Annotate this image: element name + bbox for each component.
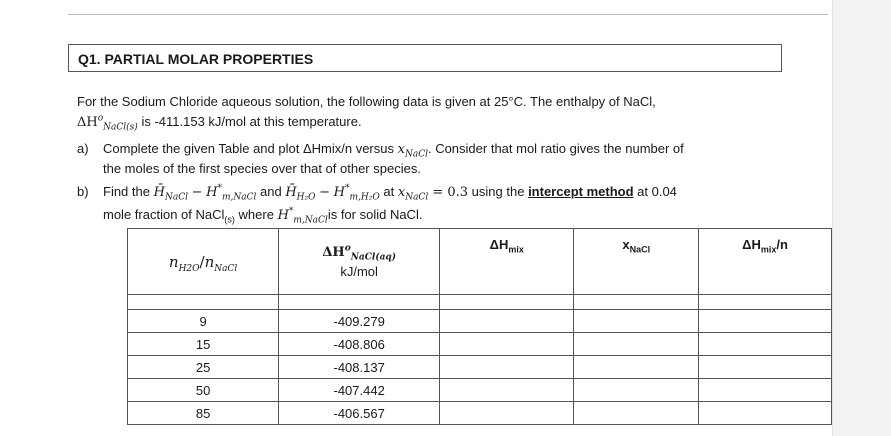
- top-rule: [68, 14, 828, 15]
- partial-molar-enthalpy-water: $H̄_{H_2O}$: [285, 185, 316, 203]
- enthalpy-cell: -408.137: [279, 356, 440, 379]
- header-mole-ratio: $n_{H2O}/n_{NaCl}$: [128, 229, 279, 295]
- ratio-cell: 15: [128, 333, 279, 356]
- table-row: [128, 310, 832, 333]
- enthalpy-cell: -407.442: [279, 379, 440, 402]
- table-row: [128, 333, 832, 356]
- item-a-line-2: the moles of the first species over that of other species.: [103, 161, 421, 176]
- item-a-line-1: Complete the given Table and plot ΔHmix/n versus $x_{NaCl}$. Consider that mol ratio gives the number of: [103, 141, 684, 160]
- dh-mix-cell[interactable]: [440, 333, 574, 356]
- ratio-cell: 25: [128, 356, 279, 379]
- enthalpy-cell: -406.567: [279, 402, 440, 425]
- intro-line-1: For the Sodium Chloride aqueous solution, the following data is given at 25°C. The enthalpy of NaCl,: [77, 94, 656, 109]
- item-b-label: b): [77, 184, 89, 199]
- table-row: [128, 402, 832, 425]
- enthalpy-nacl-solid-symbol: $\Delta H^o_{NaCl(s)}$: [77, 113, 138, 133]
- header-x-nacl: $x_{NaCl}$: [574, 229, 699, 295]
- question-heading-box: [68, 44, 782, 72]
- condition-x-nacl: $x_{NaCl} = 0.3$: [397, 185, 469, 203]
- dh-mix-per-n-cell[interactable]: [699, 333, 832, 356]
- dh-mix-per-n-cell[interactable]: [699, 356, 832, 379]
- item-b-line-2: mole fraction of NaCl$_{(s)}$ where $H^*_{m,NaCl}is$ for solid NaCl.: [103, 206, 423, 226]
- enthalpy-data-table: [127, 228, 832, 425]
- dh-mix-per-n-cell[interactable]: [699, 402, 832, 425]
- x-nacl-cell[interactable]: [574, 402, 699, 425]
- dh-mix-per-n-cell[interactable]: [699, 310, 832, 333]
- partial-molar-enthalpy-nacl: $H̄_{NaCl}$: [153, 185, 188, 203]
- side-panel: [832, 0, 891, 436]
- ratio-cell: 85: [128, 402, 279, 425]
- pure-molar-enthalpy-nacl-solid: $H^*_{m,NaCl}$: [277, 206, 328, 226]
- ratio-cell: 9: [128, 310, 279, 333]
- enthalpy-cell: -408.806: [279, 333, 440, 356]
- enthalpy-nacl-solid-value: is -411.153 kJ/mol at this temperature.: [141, 114, 362, 129]
- item-b-line-1: Find the $H̄_{NaCl} - H^*_{m,NaCl}$ and $H̄_{H_2O} - H^*_{m,H_2O}$ at $x_{NaCl} = 0.3$ using the intercept method at 0.04: [103, 183, 677, 203]
- table-row: [128, 379, 832, 402]
- pure-molar-enthalpy-water: $H^*_{m,H_2O}$: [333, 183, 380, 203]
- dh-mix-cell[interactable]: [440, 379, 574, 402]
- header-enthalpy-nacl-aq: $\Delta H^o_{NaCl(aq)}$ kJ/mol: [279, 229, 440, 295]
- enthalpy-cell: -409.279: [279, 310, 440, 333]
- table-row: [128, 356, 832, 379]
- item-a-label: a): [77, 141, 89, 156]
- dh-mix-cell[interactable]: [440, 402, 574, 425]
- x-nacl-cell[interactable]: [574, 379, 699, 402]
- intro-line-2: [77, 113, 362, 132]
- pure-molar-enthalpy-nacl: $H^*_{m,NaCl}$: [206, 183, 257, 203]
- x-nacl-symbol: $x_{NaCl}$: [397, 142, 428, 160]
- x-nacl-cell[interactable]: [574, 356, 699, 379]
- x-nacl-cell[interactable]: [574, 333, 699, 356]
- question-heading: Q1. PARTIAL MOLAR PROPERTIES: [78, 51, 314, 67]
- dh-mix-per-n-cell[interactable]: [699, 379, 832, 402]
- header-dh-mix: $\Delta H_{mix}$: [440, 229, 574, 295]
- ratio-cell: 50: [128, 379, 279, 402]
- dh-mix-cell[interactable]: [440, 310, 574, 333]
- x-nacl-cell[interactable]: [574, 310, 699, 333]
- intercept-method-text: intercept method: [528, 184, 634, 199]
- header-dh-mix-per-n: $\Delta H_{mix}/n$: [699, 229, 832, 295]
- dh-mix-cell[interactable]: [440, 356, 574, 379]
- table-header-row: [128, 229, 832, 295]
- table-spacer-row: [128, 295, 832, 310]
